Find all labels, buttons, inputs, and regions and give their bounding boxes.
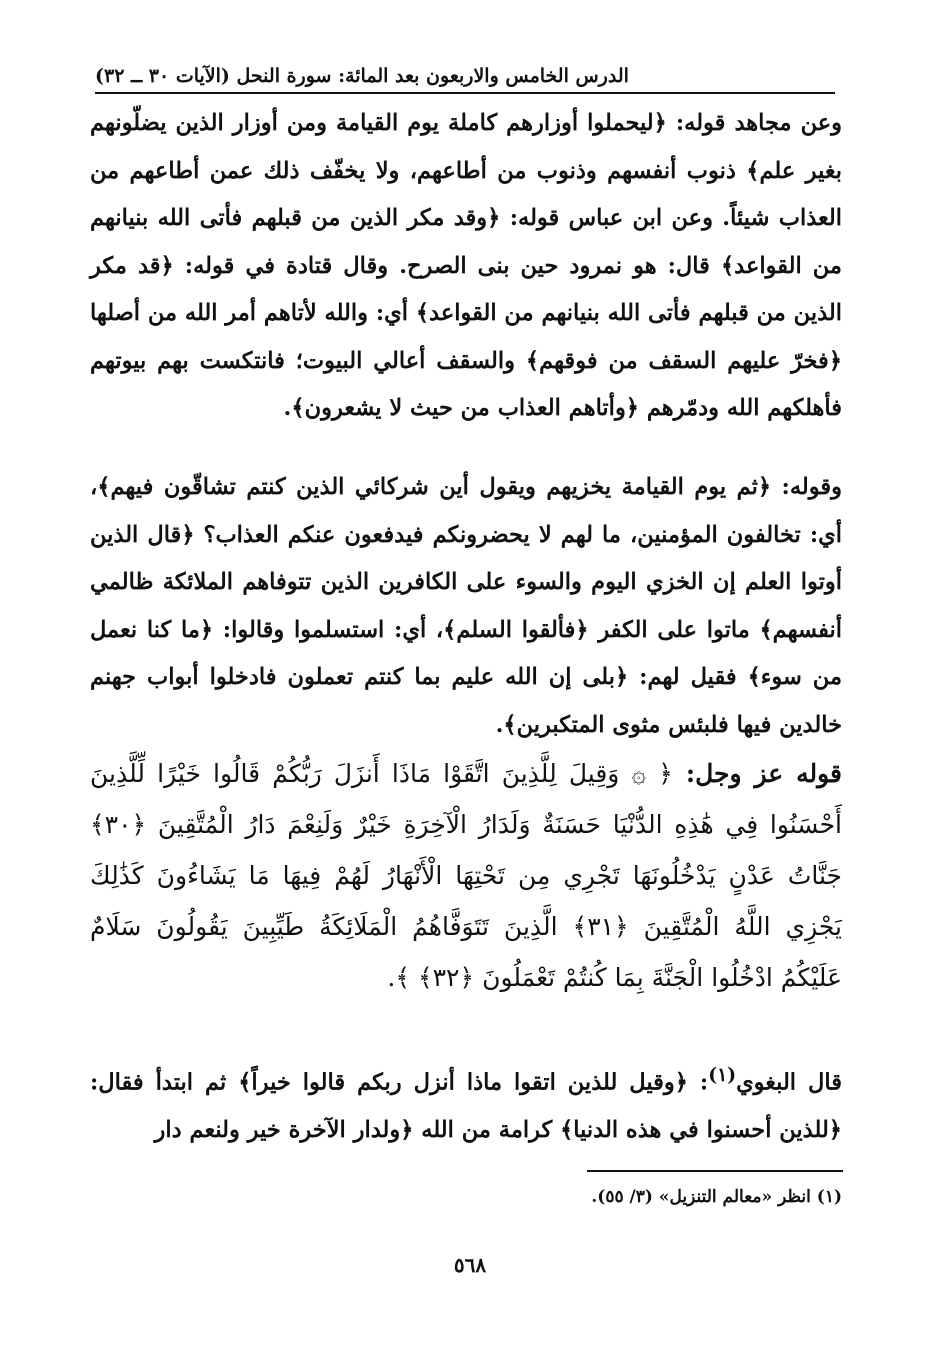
footnote-divider — [587, 1170, 843, 1172]
paragraph-mujahid — [90, 100, 842, 433]
verse-intro-label: قوله عز وجل: — [685, 759, 842, 788]
paragraph-body: : ﴿وقيل للذين اتقوا ماذا أنزل ربكم قالوا خيراً﴾ ثم ابتدأ فقال: ﴿للذين أحسنوا في هذه الدنيا﴾ كرامة من الله ﴿ولدار الآخرة خير ولنعم دار — [90, 1069, 842, 1143]
verse-paragraph — [90, 748, 842, 1003]
running-header: الدرس الخامس والاربعون بعد المائة: سورة النحل (الآيات ٣٠ ــ ٣٢) — [95, 60, 835, 94]
paragraph-day-of-judgment — [90, 464, 842, 749]
footnote: (١) انظر «معالم التنزيل» (٣/ ٥٥). — [591, 1187, 842, 1207]
paragraph-baghawi — [90, 1052, 842, 1155]
footnote-reference[interactable]: (١) — [708, 1064, 737, 1086]
page-number: ٥٦٨ — [453, 1253, 487, 1277]
paragraph-text: وعن مجاهد قوله: ﴿ليحملوا أوزارهم كاملة يوم القيامة ومن أوزار الذين يضلّونهم بغير علم﴾ ذنوب أنفسهم وذنوب من أطاعهم، ولا يخفّف ذلك عمن أطاعهم من العذاب شيئاً. وعن ابن عباس قوله: ﴿وقد مكر الذين من قبلهم فأتى الله بنيانهم من القواعد﴾ قال: هو نمرود حين بنى الصرح. وقال قتادة في قوله: ﴿قد مكر الذين من قبلهم فأتى الله بنيانهم من القواعد﴾ أي: والله لأتاهم أمر الله من أصلها ﴿فخرّ عليهم السقف من فوقهم﴾ والسقف أعالي البيوت؛ فانتكست بهم بيوتهم فأهلكهم الله ودمّرهم ﴿وأتاهم العذاب من حيث لا يشعرون﴾. — [90, 110, 842, 421]
quran-verse-text: ﴿ ۞ وَقِيلَ لِلَّذِينَ اتَّقَوْا مَاذَا أَنزَلَ رَبُّكُمْ قَالُوا خَيْرًا لِّلَّذِينَ أَحْسَنُوا فِي هَٰذِهِ الدُّنْيَا حَسَنَةٌ وَلَدَارُ الْآخِرَةِ خَيْرٌ وَلَنِعْمَ دَارُ الْمُتَّقِينَ ﴿٣٠﴾ جَنَّاتُ عَدْنٍ يَدْخُلُونَهَا تَجْرِي مِن تَحْتِهَا الْأَنْهَارُ لَهُمْ فِيهَا مَا يَشَاءُونَ كَذَٰلِكَ يَجْزِي اللَّهُ الْمُتَّقِينَ ﴿٣١﴾ الَّذِينَ تَتَوَفَّاهُمُ الْمَلَائِكَةُ طَيِّبِينَ يَقُولُونَ سَلَامٌ عَلَيْكُمُ ادْخُلُوا الْجَنَّةَ بِمَا كُنتُمْ تَعْمَلُونَ ﴿٣٢﴾ ﴾. — [90, 759, 842, 992]
quran-verses-block — [90, 748, 842, 1003]
paragraph-text: وقوله: ﴿ثم يوم القيامة يخزيهم ويقول أين شركائي الذين كنتم تشاقّون فيهم﴾، أي: تخالفون المؤمنين، ما لهم لا يحضرونكم فيدفعون عنكم العذاب؟ ﴿قال الذين أوتوا العلم إن الخزي اليوم والسوء على الكافرين الذين تتوفاهم الملائكة ظالمي أنفسهم﴾ ماتوا على الكفر ﴿فألقوا السلم﴾، أي: استسلموا وقالوا: ﴿ما كنا نعمل من سوء﴾ فقيل لهم: ﴿بلى إن الله عليم بما كنتم تعملون فادخلوا أبواب جهنم خالدين فيها فلبئس مثوى المتكبرين﴾. — [90, 474, 842, 738]
author-name: قال البغوي — [736, 1069, 842, 1096]
paragraph-text — [90, 1052, 842, 1155]
